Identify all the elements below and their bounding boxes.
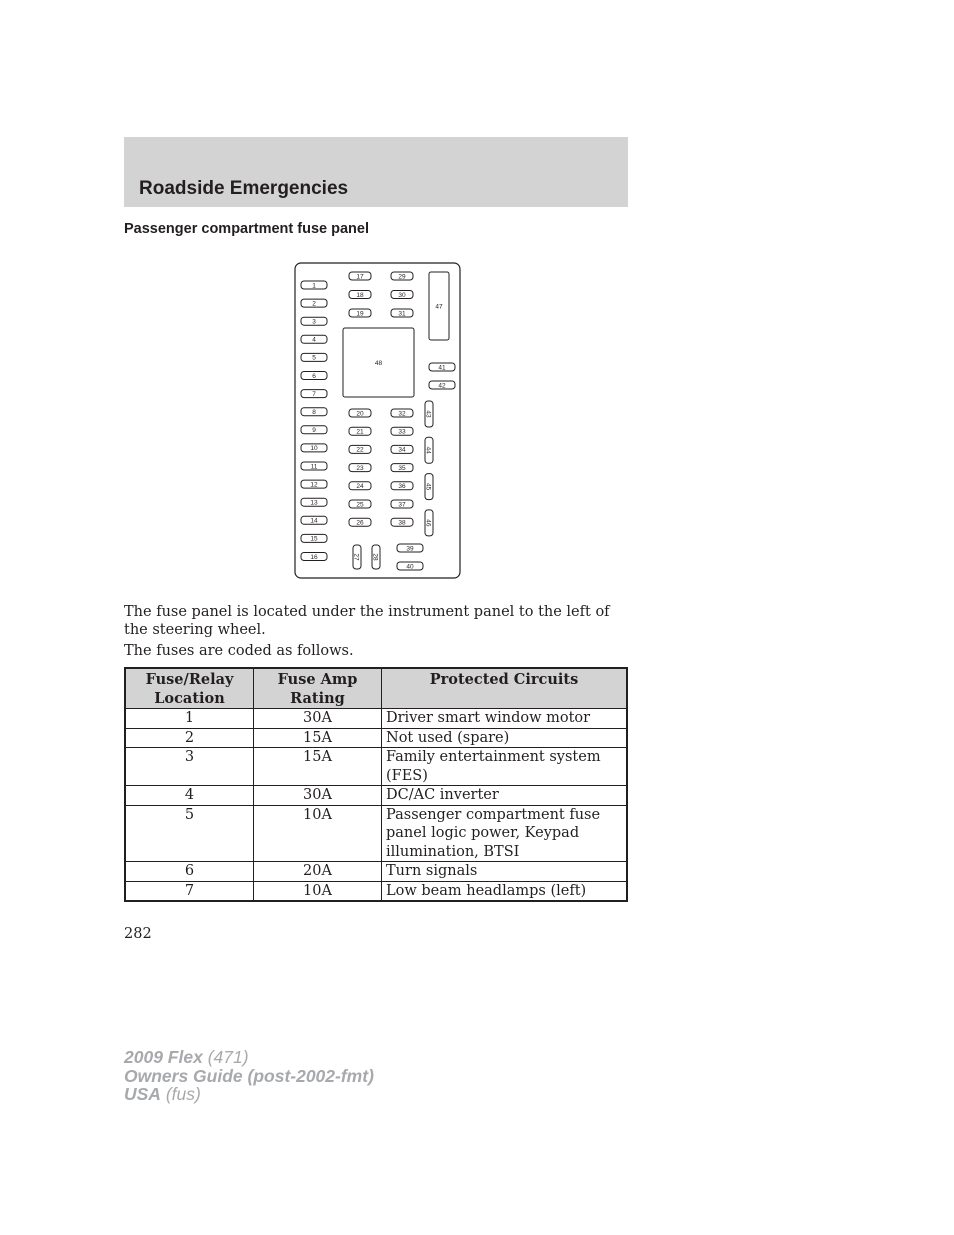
fuse-table <box>124 667 628 902</box>
table-row <box>125 805 627 862</box>
cell-location: 1 <box>125 709 254 729</box>
cell-rating: 15A <box>254 728 382 748</box>
fuse-20 <box>349 409 371 417</box>
table-row <box>125 728 627 748</box>
fuse-label: 37 <box>398 501 406 509</box>
cell-circuits: Passenger compartment fuse panel logic power, Keypad illumination, BTSI <box>382 805 628 862</box>
table-header-row <box>125 668 627 709</box>
cell-location: 7 <box>125 881 254 901</box>
fuse-label: 16 <box>310 553 318 561</box>
footer-market: USA <box>124 1084 161 1104</box>
fuse-28 <box>372 545 380 569</box>
fuse-label: 43 <box>424 410 432 418</box>
fuse-label: 41 <box>438 364 446 372</box>
fuse-37 <box>391 500 413 508</box>
fuse-label: 8 <box>312 409 316 416</box>
page-number: 282 <box>124 926 152 942</box>
fuse-label: 17 <box>356 273 364 281</box>
fuse-7 <box>301 390 327 398</box>
fuse-label: 24 <box>356 483 364 491</box>
cell-location: 2 <box>125 728 254 748</box>
cell-circuits: Turn signals <box>382 862 628 882</box>
fuse-25 <box>349 500 371 508</box>
fuse-label: 34 <box>398 446 406 454</box>
footer-guide: Owners Guide (post-2002-fmt) <box>124 1065 374 1086</box>
location-paragraph: The fuse panel is located under the instrument panel to the left of the steering wheel. <box>124 604 610 638</box>
coding-paragraph: The fuses are coded as follows. <box>124 643 354 659</box>
footer-market-code: (fus) <box>165 1084 201 1104</box>
fuse-35 <box>391 464 413 472</box>
fuse-32 <box>391 409 413 417</box>
fuse-label: 22 <box>356 446 364 454</box>
fuse-label: 47 <box>435 303 443 311</box>
fuse-label: 18 <box>356 291 364 299</box>
fuse-39 <box>397 544 423 552</box>
cell-circuits: Low beam headlamps (left) <box>382 881 628 901</box>
fuse-46 <box>425 510 433 536</box>
fuse-label: 35 <box>398 464 406 472</box>
section-title: Roadside Emergencies <box>139 178 349 199</box>
fuse-17 <box>349 272 371 280</box>
fuse-16 <box>301 553 327 561</box>
fuse-24 <box>349 482 371 490</box>
header-circuits: Protected Circuits <box>382 668 628 709</box>
fuse-10 <box>301 444 327 452</box>
footer-line-market <box>124 1085 374 1104</box>
fuse-22 <box>349 445 371 453</box>
fuse-30 <box>391 291 413 299</box>
fuse-label: 32 <box>398 410 406 418</box>
fuse-29 <box>391 272 413 280</box>
fuse-label: 42 <box>438 382 446 390</box>
table-row <box>125 881 627 901</box>
cell-rating: 10A <box>254 881 382 901</box>
cell-circuits: DC/AC inverter <box>382 786 628 806</box>
relay-47 <box>429 272 449 340</box>
fuse-label: 26 <box>356 519 364 527</box>
cell-circuits: Not used (spare) <box>382 728 628 748</box>
fuse-6 <box>301 372 327 380</box>
fuse-34 <box>391 445 413 453</box>
fuse-label: 10 <box>310 445 318 453</box>
fuse-label: 29 <box>398 273 406 281</box>
fuse-23 <box>349 464 371 472</box>
fuse-12 <box>301 480 327 488</box>
fuse-18 <box>349 291 371 299</box>
fuse-5 <box>301 353 327 361</box>
footer-model: 2009 Flex <box>124 1047 203 1067</box>
cell-rating: 15A <box>254 748 382 786</box>
fuse-27 <box>353 545 361 569</box>
fuse-45 <box>425 474 433 500</box>
fuse-14 <box>301 516 327 524</box>
fuse-label: 12 <box>310 481 318 489</box>
fuse-label: 48 <box>374 359 383 367</box>
table-row <box>125 709 627 729</box>
fuse-label: 38 <box>398 519 406 527</box>
subsection-title: Passenger compartment fuse panel <box>124 221 369 237</box>
cell-location: 3 <box>125 748 254 786</box>
fuse-label: 14 <box>310 517 318 525</box>
fuse-label: 4 <box>312 336 316 344</box>
table-row <box>125 862 627 882</box>
fuse-21 <box>349 427 371 435</box>
fuse-label: 13 <box>310 499 318 507</box>
fuse-2 <box>301 299 327 307</box>
fuse-11 <box>301 462 327 470</box>
fuse-label: 23 <box>356 464 364 472</box>
relay-48 <box>343 328 414 397</box>
cell-location: 5 <box>125 805 254 862</box>
fuse-label: 40 <box>406 563 414 571</box>
fuse-1 <box>301 281 327 289</box>
fuse-label: 5 <box>312 354 316 362</box>
fuse-26 <box>349 518 371 526</box>
fuse-label: 21 <box>356 428 364 436</box>
fuse-31 <box>391 309 413 317</box>
header-location: Fuse/Relay Location <box>125 668 254 709</box>
fuse-38 <box>391 518 413 526</box>
fuse-label: 9 <box>312 427 316 435</box>
cell-rating: 30A <box>254 786 382 806</box>
fuse-label: 6 <box>312 372 316 380</box>
cell-circuits: Family entertainment system (FES) <box>382 748 628 786</box>
fuse-label: 15 <box>310 535 318 543</box>
fuse-8 <box>301 408 327 416</box>
fuse-label: 1 <box>312 282 316 290</box>
fuse-label: 20 <box>356 410 364 418</box>
footer-line-model <box>124 1048 374 1067</box>
fuse-label: 7 <box>312 390 316 398</box>
table-row <box>125 786 627 806</box>
fuse-label: 27 <box>352 553 360 561</box>
table-row <box>125 748 627 786</box>
fuse-label: 25 <box>356 501 364 509</box>
fuse-label: 36 <box>398 483 406 491</box>
fuse-42 <box>429 381 455 389</box>
cell-location: 6 <box>125 862 254 882</box>
fuse-label: 46 <box>424 519 432 527</box>
fuse-36 <box>391 482 413 490</box>
footer <box>124 1048 374 1104</box>
cell-rating: 30A <box>254 709 382 729</box>
fuse-9 <box>301 426 327 434</box>
cell-location: 4 <box>125 786 254 806</box>
fuse-label: 3 <box>312 318 316 326</box>
cell-circuits: Driver smart window motor <box>382 709 628 729</box>
fuse-panel-diagram <box>294 262 462 580</box>
fuse-15 <box>301 534 327 542</box>
fuse-label: 30 <box>398 291 406 299</box>
fuse-label: 45 <box>424 482 432 491</box>
fuse-43 <box>425 401 433 427</box>
cell-rating: 10A <box>254 805 382 862</box>
fuse-44 <box>425 437 433 463</box>
fuse-label: 33 <box>398 428 406 436</box>
fuse-40 <box>397 562 423 570</box>
fuse-label: 31 <box>398 310 406 318</box>
fuse-label: 19 <box>356 310 364 318</box>
fuse-13 <box>301 498 327 506</box>
fuse-3 <box>301 317 327 325</box>
fuse-label: 28 <box>371 553 379 561</box>
cell-rating: 20A <box>254 862 382 882</box>
fuse-33 <box>391 427 413 435</box>
fuse-19 <box>349 309 371 317</box>
fuse-label: 11 <box>310 463 318 471</box>
header-rating: Fuse Amp Rating <box>254 668 382 709</box>
fuse-41 <box>429 363 455 371</box>
fuse-label: 39 <box>406 545 414 553</box>
fuse-label: 2 <box>312 300 316 308</box>
fuse-label: 44 <box>424 446 432 454</box>
footer-model-code: (471) <box>207 1047 249 1067</box>
fuse-4 <box>301 335 327 343</box>
footer-line-guide <box>124 1067 374 1086</box>
